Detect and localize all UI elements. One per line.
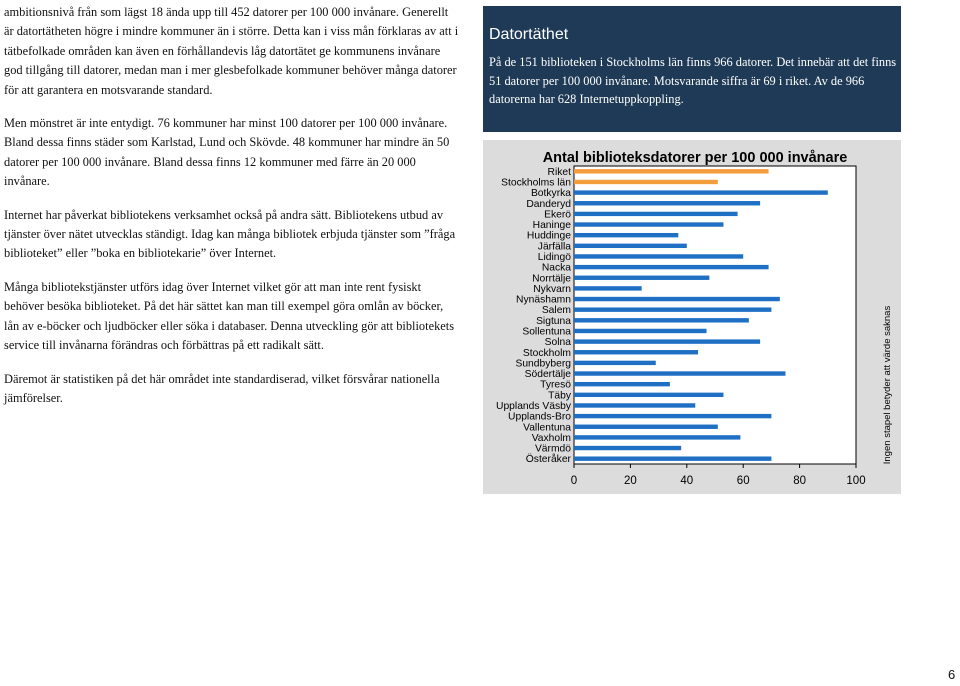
bar — [574, 276, 709, 280]
category-label: Haninge — [532, 220, 571, 232]
bar — [574, 212, 738, 216]
category-label: Huddinge — [526, 230, 571, 242]
category-label: Norrtälje — [532, 273, 571, 285]
bar — [574, 382, 670, 386]
bar — [574, 435, 740, 439]
category-label: Tyresö — [540, 379, 571, 391]
info-box-body: På de 151 biblioteken i Stockholms län finns 966 datorer. Det innebär att det finns 51 datorer per 100 000 invånare. Motsvarande siffra är 69 i riket. Av de 966 datorerna har 628 Internetuppkoppling. — [489, 55, 897, 106]
x-tick-label: 60 — [736, 475, 750, 487]
chart-panel — [483, 140, 901, 494]
category-label: Täby — [548, 390, 571, 402]
bar — [574, 286, 642, 290]
category-label: Sigtuna — [536, 315, 571, 327]
body-text — [4, 3, 459, 422]
bar-chart — [483, 140, 901, 494]
plot-area — [574, 166, 856, 464]
info-box — [483, 6, 901, 132]
bar — [574, 393, 723, 397]
category-label: Stockholm — [522, 347, 571, 359]
category-label: Österåker — [525, 454, 571, 466]
bar — [574, 169, 769, 173]
category-label: Sundbyberg — [515, 358, 571, 370]
category-label: Riket — [547, 166, 571, 178]
paragraph-3: Internet har påverkat bibliotekens verksamhet också på andra sätt. Bibliotekens utbud av tjänster över nätet utvecklas ständigt. Idag kan många bibliotek erbjuda tjänster som ”fråga biblioteket” eller ”boka en bibliotekarie” över Internet. — [4, 207, 456, 261]
category-label: Södertälje — [524, 369, 571, 381]
info-box-title: Datortäthet — [489, 26, 569, 43]
bar — [574, 180, 718, 184]
bar — [574, 222, 723, 226]
bar — [574, 414, 771, 418]
bar — [574, 318, 749, 322]
bar — [574, 456, 771, 460]
category-label: Upplands-Bro — [508, 411, 571, 423]
bar — [574, 403, 695, 407]
x-tick-label: 100 — [846, 475, 866, 487]
bar — [574, 350, 698, 354]
chart-title: Antal biblioteksdatorer per 100 000 invånare — [542, 150, 848, 166]
category-label: Botkyrka — [530, 188, 571, 200]
category-label: Ekerö — [544, 209, 571, 221]
bar — [574, 265, 769, 269]
paragraph-1: ambitionsnivå från som lägst 18 ända upp till 452 datorer per 100 000 invånare. Generellt är datortätheten högre i mindre kommuner än i större. Detta kan i viss mån förklaras av att i tätbefolkade områden kan även en förhållandevis låg datortätet ge kommunens invånare god tillgång till datorer, medan man i mer glesbefolkade kommuner behöver många datorer för att garantera en motsvarande standard. — [4, 5, 459, 97]
bar — [574, 361, 656, 365]
bar — [574, 254, 743, 258]
paragraph-5: Däremot är statistiken på det här området inte standardiserad, vilket försvårar nationella jämförelser. — [4, 371, 440, 405]
category-label: Vaxholm — [531, 432, 571, 444]
category-label: Nynäshamn — [516, 294, 571, 306]
bar — [574, 190, 828, 194]
x-tick-label: 40 — [680, 475, 694, 487]
bar — [574, 339, 760, 343]
bar — [574, 425, 718, 429]
bar — [574, 201, 760, 205]
category-label: Lidingö — [537, 251, 571, 263]
category-label: Järfälla — [537, 241, 571, 253]
category-label: Salem — [541, 305, 571, 317]
page-number: 6 — [948, 667, 956, 682]
category-label: Solna — [544, 337, 571, 349]
bar — [574, 244, 687, 248]
chart-note: Ingen stapel betyder att värde saknas — [882, 305, 893, 465]
bar — [574, 307, 771, 311]
paragraph-2: Men mönstret är inte entydigt. 76 kommuner har minst 100 datorer per 100 000 invånare. Bland dessa finns städer som Karlstad, Lund och Skövde. 48 kommuner har mindre än 50 datorer per 100 000 invånare. Bland dessa finns 12 kommuner med färre än 20 000 invånare. — [4, 116, 450, 189]
paragraph-4: Många bibliotekstjänster utförs idag över Internet vilket gör att man inte rent fysiskt behöver besöka biblioteket. På det här sättet kan man till exempel göra omlån av böcker, lån av e-böcker och ljudböcker eller söka i databaser. Denna utveckling gör att bibliotekets service till invånarna förändras och förbättras på ett radikalt sätt. — [4, 279, 455, 353]
bar — [574, 233, 678, 237]
x-tick-label: 20 — [624, 475, 637, 487]
x-tick-label: 0 — [570, 475, 578, 487]
category-label: Stockholms län — [501, 177, 571, 189]
bar — [574, 297, 780, 301]
bar — [574, 329, 707, 333]
category-label: Nacka — [541, 262, 571, 274]
bar — [574, 446, 681, 450]
category-label: Nykvarn — [533, 283, 571, 295]
x-tick-label: 80 — [793, 475, 806, 487]
bar — [574, 371, 786, 375]
category-label: Upplands Väsby — [496, 400, 571, 412]
category-label: Vallentuna — [523, 422, 571, 434]
category-label: Danderyd — [526, 198, 571, 210]
category-label: Sollentuna — [522, 326, 571, 338]
category-label: Värmdö — [534, 443, 571, 455]
